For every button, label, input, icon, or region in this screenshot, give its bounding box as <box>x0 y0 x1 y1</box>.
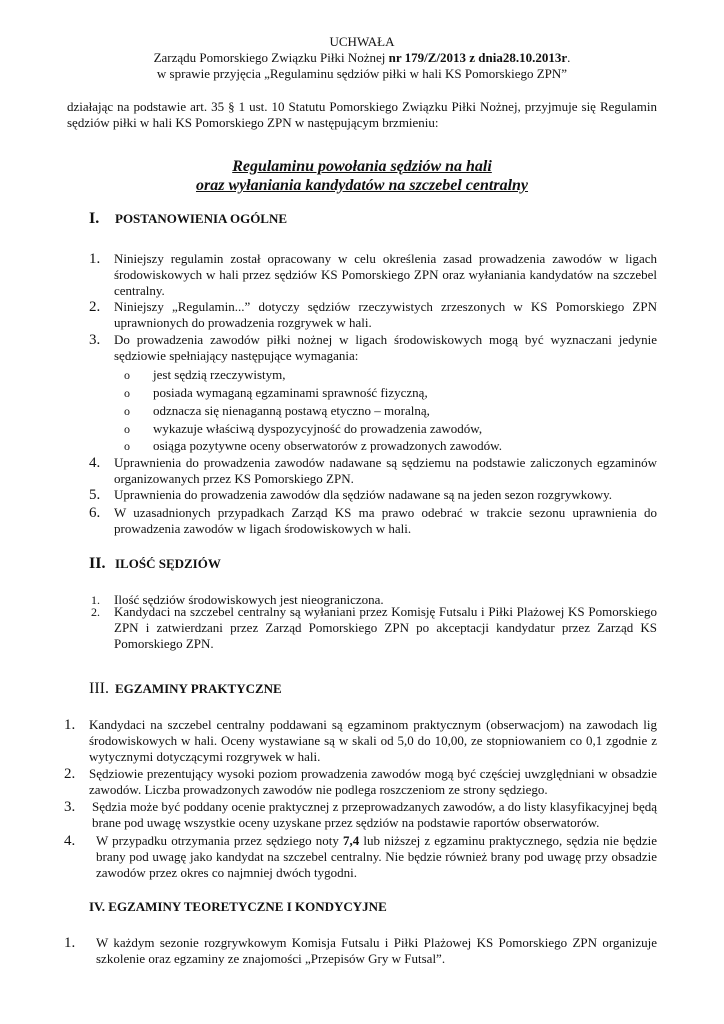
list-item: 2. Kandydaci na szczebel centralny są wyłaniani przez Komisję Futsalu i Piłki Plażowej KS Pomorskiego ZPN i zatwierdzani przez Zarząd Pomorskiego ZPN po akceptacji kandydatur przez Zarząd KS Pomorskiego ZPN. <box>91 604 657 651</box>
resolution-heading: UCHWAŁA <box>329 34 395 49</box>
list-item: 4. Uprawnienia do prowadzenia zawodów nadawane są sędziemu na podstawie zaliczonych egzaminów organizowanych przez KS Pomorskiego ZPN. <box>89 455 657 486</box>
score-threshold: 7,4 <box>343 833 360 848</box>
document-title-line1: Regulaminu powołania sędziów na hali <box>232 158 492 175</box>
resolution-number-line: Zarządu Pomorskiego Związku Piłki Nożnej nr 179/Z/2013 z dnia28.10.2013r. <box>153 50 571 65</box>
list-item: 2. Niniejszy „Regulamin...” dotyczy sędziów rzeczywistych zrzeszonych w KS Pomorskiego ZPN uprawnionych do prowadzenia rozgrywek w hali. <box>89 299 657 330</box>
section-heading-2: II. ILOŚĆ SĘDZIÓW <box>89 555 221 572</box>
section-number: II. <box>89 555 106 572</box>
document-page: UCHWAŁA Zarządu Pomorskiego Związku Piłki Nożnej nr 179/Z/2013 z dnia28.10.2013r. w sprawie przyjęcia „Regulaminu sędziów piłki w hali KS Pomorskiego ZPN” działając na podstawie art. 35 § 1 ust. 10 Statutu Pomorskiego Związku Piłki Nożnej, przyjmuje się Regulamin sędziów piłki w hali KS Pomorskiego ZPN w następującym brzmieniu: Regulaminu powołania sędziów na hali oraz wyłaniania kandydatów na szczebel centralny I. POSTANOWIENIA OGÓLNE 1. Niniejszy regulamin został opracowany w celu określenia zasad prowadzenia zawodów w ligach środowiskowych w hali przez sędziów KS Pomorskiego ZPN oraz wyłaniania kandydatów na szczebel centralny. 2. Niniejszy „Regulamin...” dotyczy sędziów rzeczywistych zrzeszonych w KS Pomorskiego ZPN uprawnionych do prowadzenia rozgrywek w hali. 3. Do prowadzenia zawodów piłki nożnej w ligach środowiskowych mogą być wyznaczani jedynie sędziowie spełniający następujące wymagania: o jest sędzią rzeczywistym, o posiada wymaganą egzaminami sprawność fizyczną, o odznacza się nienaganną postawą etyczno – moralną, o wykazuje właściwą dyspozycyjność do prowadzenia zawodów, o osiąga pozytywne oceny obserwatorów z prowadzonych zawodów. 4. Uprawnienia do prowadzenia zawodów nadawane są sędziemu na podstawie zaliczonych egzaminów organizowanych przez KS Pomorskiego ZPN. 5. Uprawnienia do prowadzenia zawodów dla sędziów nadawane są na jeden sezon rozgrywkowy. 6. W uzasadnionych przypadkach Zarząd KS ma prawo odebrać w trakcie sezonu uprawnienia do prowadzenia zawodów w ligach środowiskowych w hali. II. ILOŚĆ SĘDZIÓW 1. Ilość sędziów środowiskowych jest nieograniczona. 2. Kandydaci na szczebel centralny są wyłaniani przez Komisję Futsalu i Piłki Plażowej KS Pomorskiego ZPN i zatwierdzani przez Zarząd Pomorskiego ZPN po akceptacji kandydatur przez Zarząd KS Pomorskiego ZPN. III. EGZAMINY PRAKTYCZNE 1. Kandydaci na szczebel centralny poddawani są egzaminom praktycznym (obserwacjom) na zawodach lig środowiskowych w hali. Oceny wystawiane są w skali od 5,0 do 10,00, ze stopniowaniem co 0,1 zgodnie z wytycznymi dotyczącymi rozgrywek w hali. 2. Sędziowie prezentujący wysoki poziom prowadzenia zawodów mogą być częściej uwzględniani w obsadzie zawodów. Liczba prowadzonych zawodów nie podlega roszczeniom ze strony sędziego. 3. Sędzia może być poddany ocenie praktycznej z przeprowadzanych zawodów, a do listy klasyfikacyjnej będą brane pod uwagę wszystkie oceny uzyskane przez sędziów na podstawie raportów obserwatorów. 4. W przypadku otrzymania przez sędziego noty 7,4 lub niższej z egzaminu praktycznego, sędzia nie będzie brany pod uwagę jako kandydat na szczebel centralny. Nie będzie również brany pod uwagę przy obsadzie zawodów przez okres co najmniej dwóch tygodni. IV. EGZAMINY TEORETYCZNE I KONDYCYJNE 1. W każdym sezonie rozgrywkowym Komisja Futsalu i Piłki Plażowej KS Pomorskiego ZPN organizuje szkolenie oraz egzaminy ze znajomości „Przepisów Gry w Futsal”. <box>0 0 724 1024</box>
section-number: III. <box>89 680 109 697</box>
section-number: I. <box>89 210 100 227</box>
list-item: 6. W uzasadnionych przypadkach Zarząd KS ma prawo odebrać w trakcie sezonu uprawnienia do prowadzenia zawodów w ligach środowiskowych w hali. <box>89 505 657 536</box>
intro-paragraph: działając na podstawie art. 35 § 1 ust. 10 Statutu Pomorskiego Związku Piłki Nożnej, przyjmuje się Regulamin sędziów piłki w hali KS Pomorskiego ZPN w następującym brzmieniu: <box>67 99 657 130</box>
document-title-line2: oraz wyłaniania kandydatów na szczebel centralny <box>195 177 529 194</box>
list-item: 3. Sędzia może być poddany ocenie praktycznej z przeprowadzanych zawodów, a do listy klasyfikacyjnej będą brane pod uwagę wszystkie oceny uzyskane przez sędziów na podstawie raportów obserwatorów. <box>64 799 657 830</box>
resolution-number: nr 179/Z/2013 z dnia28.10.2013r <box>388 50 568 65</box>
list-item: 2. Sędziowie prezentujący wysoki poziom prowadzenia zawodów mogą być częściej uwzględniani w obsadzie zawodów. Liczba prowadzonych zawodów nie podlega roszczeniom ze strony sędziego. <box>64 766 657 797</box>
resolution-subject: w sprawie przyjęcia „Regulaminu sędziów piłki w hali KS Pomorskiego ZPN” <box>156 66 568 81</box>
section-heading-4: IV. EGZAMINY TEORETYCZNE I KONDYCYJNE <box>89 899 387 914</box>
list-item: 1. W każdym sezonie rozgrywkowym Komisja Futsalu i Piłki Plażowej KS Pomorskiego ZPN organizuje szkolenie oraz egzaminy ze znajomości „Przepisów Gry w Futsal”. <box>64 935 657 966</box>
list-item: 5. Uprawnienia do prowadzenia zawodów dla sędziów nadawane są na jeden sezon rozgrywkowy. <box>89 487 613 503</box>
list-item: 1. Niniejszy regulamin został opracowany w celu określenia zasad prowadzenia zawodów w ligach środowiskowych w hali przez sędziów KS Pomorskiego ZPN oraz wyłaniania kandydatów na szczebel centralny. <box>89 251 657 298</box>
list-item: 1. Ilość sędziów środowiskowych jest nieograniczona. <box>91 592 384 607</box>
list-item: 3. Do prowadzenia zawodów piłki nożnej w ligach środowiskowych mogą być wyznaczani jedynie sędziowie spełniający następujące wymagania: <box>89 332 657 363</box>
section-heading-1: I. POSTANOWIENIA OGÓLNE <box>89 210 288 227</box>
list-item: 4. W przypadku otrzymania przez sędziego noty 7,4 lub niższej z egzaminu praktycznego, sędzia nie będzie brany pod uwagę jako kandydat na szczebel centralny. Nie będzie również brany pod uwagę przy obsadzie zawodów przez okres co najmniej dwóch tygodni. <box>64 833 657 880</box>
section-number: IV. <box>89 899 106 914</box>
section-heading-3: III. EGZAMINY PRAKTYCZNE <box>89 680 282 697</box>
list-item: 1. Kandydaci na szczebel centralny poddawani są egzaminom praktycznym (obserwacjom) na zawodach lig środowiskowych w hali. Oceny wystawiane są w skali od 5,0 do 10,00, ze stopniowaniem co 0,1 zgodnie z wytycznymi dotyczącymi rozgrywek w hali. <box>64 717 657 764</box>
